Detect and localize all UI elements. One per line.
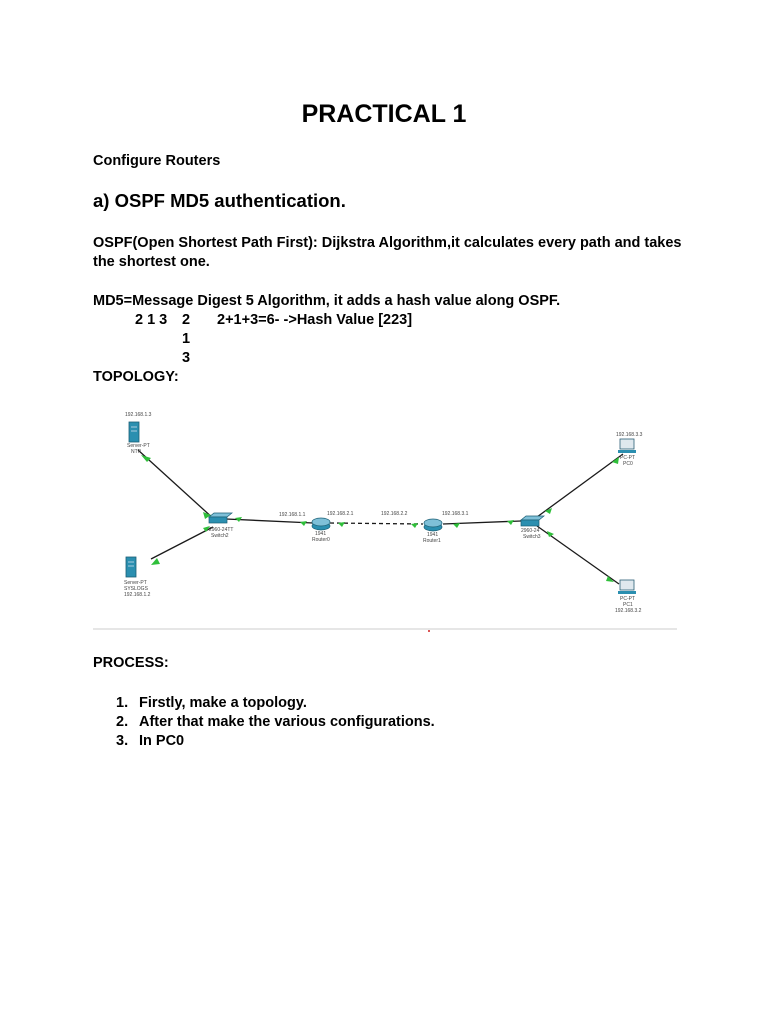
device-labels bbox=[124, 412, 643, 614]
topology-label: TOPOLOGY: bbox=[93, 369, 179, 385]
list-item bbox=[116, 732, 435, 751]
router-left-name: Router0 bbox=[312, 537, 330, 543]
hash-result: 2+1+3=6- ->Hash Value [223] bbox=[217, 312, 413, 328]
red-dot-mark bbox=[428, 630, 430, 632]
server-top-type: Server-PT bbox=[127, 443, 150, 449]
server-top-icon bbox=[129, 422, 139, 442]
server-top-ip: 192.168.1.3 bbox=[125, 412, 152, 418]
pc-bottom-ip: 192.168.3.2 bbox=[615, 608, 642, 614]
link-server-top-switch bbox=[138, 450, 215, 520]
server-bottom-ip: 192.168.1.2 bbox=[124, 592, 151, 598]
subtitle: Configure Routers bbox=[93, 153, 221, 169]
pc-bottom-icon bbox=[618, 580, 636, 594]
router-right-icon bbox=[424, 519, 442, 531]
router-right-ip-left: 192.168.2.2 bbox=[381, 511, 408, 517]
link-switch3-pc0 bbox=[537, 454, 623, 517]
list-item bbox=[116, 694, 435, 713]
server-bottom-type: Server-PT bbox=[124, 580, 147, 586]
switch-right-name: Switch3 bbox=[523, 534, 541, 540]
process-steps bbox=[116, 694, 435, 751]
switch-right-model: 2960-24 bbox=[521, 528, 540, 534]
port-arrow bbox=[151, 558, 160, 565]
router-left-model: 1941 bbox=[315, 531, 327, 537]
process-label: PROCESS: bbox=[93, 655, 169, 671]
router-left-icon bbox=[312, 518, 330, 530]
switch-left-model: 2960-24TT bbox=[209, 527, 234, 533]
hash-column-2: 1 bbox=[182, 331, 191, 347]
step-number: 1. bbox=[116, 695, 129, 711]
step-text: In PC0 bbox=[139, 733, 185, 749]
pc-top-name: PC0 bbox=[623, 461, 633, 467]
hash-column-1: 2 bbox=[182, 312, 191, 328]
port-arrow bbox=[507, 520, 514, 525]
router-left-ip-left: 192.168.1.1 bbox=[279, 512, 306, 518]
server-top-name: NTP bbox=[131, 449, 141, 455]
port-arrow bbox=[411, 523, 418, 528]
link-server-bottom-switch bbox=[151, 527, 213, 559]
md5-paragraph: MD5=Message Digest 5 Algorithm, it adds a hash value along OSPF. bbox=[93, 293, 561, 309]
step-text: Firstly, make a topology. bbox=[139, 695, 307, 711]
switch-right-icon bbox=[521, 516, 544, 526]
pc-top-ip: 192.168.3.3 bbox=[616, 432, 643, 438]
port-arrow bbox=[547, 531, 554, 537]
pc-top-type: PC-PT bbox=[620, 455, 635, 461]
server-bottom-name: SYSLOGS bbox=[124, 586, 148, 592]
pc-bottom-type: PC-PT bbox=[620, 596, 635, 602]
hash-numbers: 2 1 3 bbox=[135, 312, 168, 328]
router-right-name: Router1 bbox=[423, 538, 441, 544]
router-right-model: 1941 bbox=[427, 532, 439, 538]
hash-column-3: 3 bbox=[182, 350, 191, 366]
ospf-paragraph: OSPF(Open Shortest Path First): Dijkstra Algorithm,it calculates every path and takes the shortest one. bbox=[93, 235, 682, 270]
port-arrow bbox=[300, 521, 307, 526]
page-title: PRACTICAL 1 bbox=[301, 100, 467, 128]
pc-top-icon bbox=[618, 439, 636, 453]
section-heading: a) OSPF MD5 authentication. bbox=[93, 190, 346, 211]
router-right-ip-right: 192.168.3.1 bbox=[442, 511, 469, 517]
step-number: 3. bbox=[116, 733, 129, 749]
router-left-ip-right: 192.168.2.1 bbox=[327, 511, 354, 517]
step-text: After that make the various configurations. bbox=[139, 714, 435, 730]
topology-diagram bbox=[93, 400, 677, 635]
server-bottom-icon bbox=[126, 557, 136, 577]
switch-left-icon bbox=[209, 513, 232, 523]
step-number: 2. bbox=[116, 714, 129, 730]
pc-bottom-name: PC1 bbox=[623, 602, 633, 608]
switch-left-name: Switch2 bbox=[211, 533, 229, 539]
list-item bbox=[116, 713, 435, 732]
